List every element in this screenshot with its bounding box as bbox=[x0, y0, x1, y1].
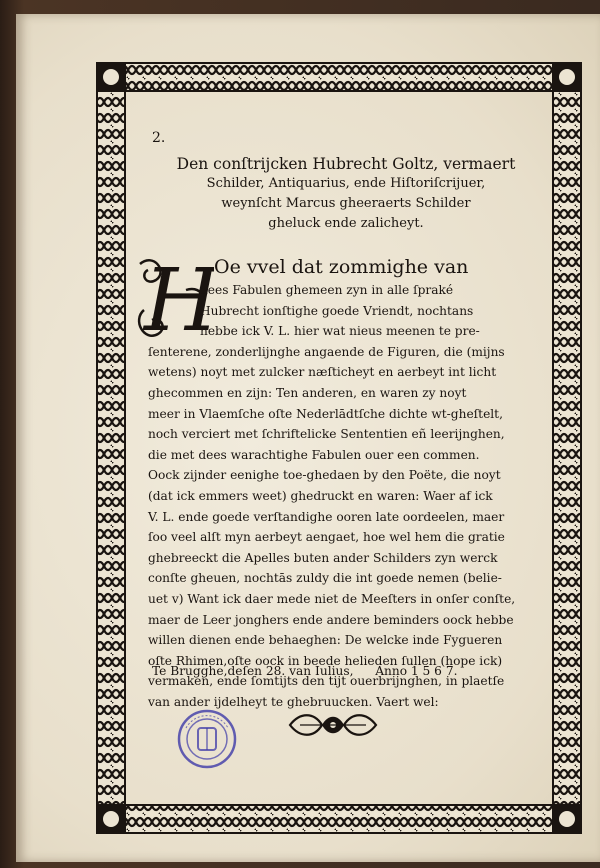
ornament-fleuron bbox=[286, 708, 380, 746]
text-line: meer in Vlaemſche oſte Nederlādtſche dichte wt-gheſtelt, bbox=[148, 406, 503, 421]
text-line: Oock zijnder eenighe toe-ghedaen by den Poëte, die noyt bbox=[148, 468, 501, 483]
place-date: Te Brugghe,deſen 28. van Iulius, bbox=[152, 664, 354, 678]
signoff-line bbox=[152, 664, 552, 678]
heading-line: Den conſtrijcken Hubrecht Goltz, vermaert bbox=[176, 155, 516, 173]
text-line: uet v) Want ick daer mede niet de Meeſters in onſer conſte, bbox=[148, 591, 516, 606]
book-page bbox=[16, 14, 600, 862]
text-line: oſte Rhimen,oſte oock in beede helieden ſullen (hope ick) bbox=[148, 653, 503, 668]
library-stamp bbox=[176, 708, 238, 774]
text-line: maer de Leer jonghers ende andere beminders oock hebbe bbox=[148, 612, 514, 627]
text-line: (dat ick emmers weet) ghedruckt en waren: Waer af ick bbox=[148, 488, 493, 503]
text-line: vermaken, ende ſomtijts den tijt ouerbrijnghen, in plaetſe bbox=[148, 674, 505, 689]
text-line: hebbe ick V. L. hier wat nieus meenen te pre- bbox=[200, 324, 480, 339]
text-line: die met dees warachtighe Fabulen ouer een commen. bbox=[148, 447, 480, 462]
first-line: Oe vvel dat zommighe van bbox=[214, 256, 469, 278]
text-line: Hubrecht ionſtighe goede Vriendt, nochtans bbox=[200, 303, 474, 318]
text-line: conſte gheuen, nochtās zuldy die int goede nemen (belie- bbox=[148, 571, 502, 586]
text-line: noch verciert met ſchriftelicke Sententien eñ leerijnghen, bbox=[148, 427, 505, 442]
heading-line: weynſcht Marcus gheeraerts Schilder bbox=[221, 196, 471, 211]
text-line: V. L. ende goede verſtandighe ooren late oordeelen, maer bbox=[148, 509, 505, 524]
text-line: dees Fabulen ghemeen zyn in alle ſpraké bbox=[200, 283, 454, 297]
page-number: 2. bbox=[152, 130, 166, 146]
text-line: wetens) noyt met zulcker næſticheyt en aerbeyt int licht bbox=[148, 365, 497, 380]
heading-line: Schilder, Antiquarius, ende Hiſtoriſcrijuer, bbox=[206, 176, 486, 191]
drop-cap-letter: H bbox=[144, 251, 214, 346]
text-line: ghecommen en zijn: Ten anderen, en waren zy noyt bbox=[148, 385, 467, 400]
body-text bbox=[148, 254, 558, 712]
text-line: van ander ijdelheyt te ghebruucken. Vaert wel: bbox=[148, 694, 439, 709]
year: Anno 1 5 6 7. bbox=[375, 664, 458, 678]
text-line: ſenterene, zonderlijnghe angaende de Figuren, die (mijns bbox=[148, 344, 505, 359]
text-line: willen dienen ende behaeghen: De welcke inde Fygueren bbox=[148, 633, 503, 648]
dedication-heading bbox=[136, 154, 556, 234]
text-line: ſoo veel alſt myn aerbeyt aengaet, hoe wel hem die gratie bbox=[148, 530, 505, 545]
heading-line: gheluck ende zalicheyt. bbox=[268, 216, 424, 231]
text-line: ghebreeckt die Apelles buten ander Schilders zyn werck bbox=[148, 550, 498, 565]
